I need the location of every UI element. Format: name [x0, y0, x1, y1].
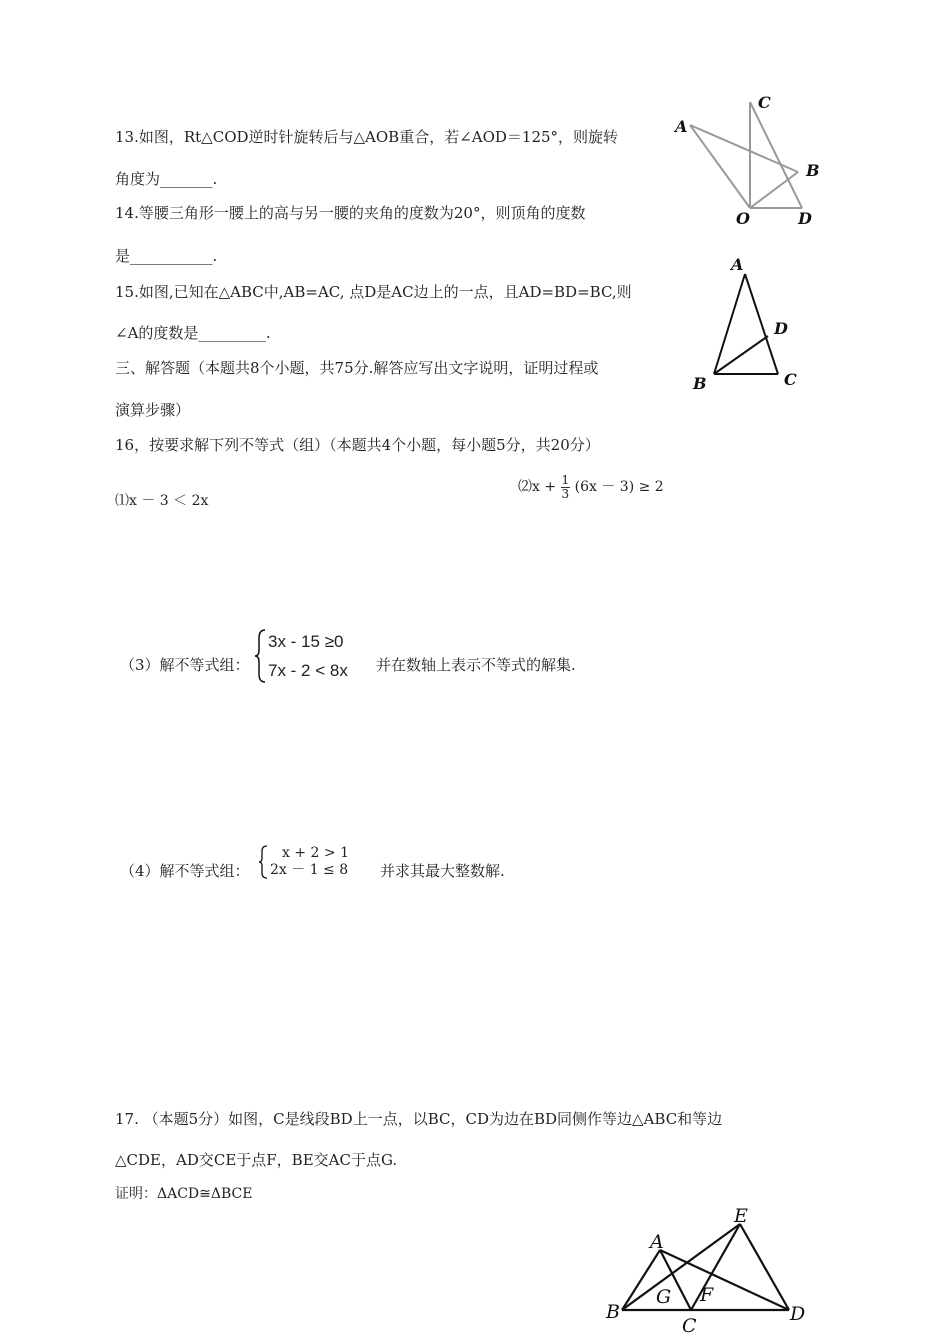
line-AD — [660, 1250, 789, 1310]
label-D: D — [798, 209, 812, 228]
figure-13-rotation — [670, 90, 830, 230]
label-D: D — [774, 319, 788, 338]
q17-proof: 证明：ΔACD≅ΔBCE — [115, 1186, 253, 1202]
line-AB — [622, 1250, 660, 1310]
section3-line1: 三、解答题（本题共8个小题，共75分.解答应写出文字说明，证明过程或 — [115, 359, 599, 377]
brace-part4 — [258, 844, 270, 880]
q14-line1: 14.等腰三角形一腰上的高与另一腰的夹角的度数为20°，则顶角的度数 — [115, 204, 586, 222]
line-BE — [622, 1224, 740, 1310]
q13-line2: 角度为_______. — [115, 170, 218, 188]
q17-line1: 17. （本题5分）如图，C是线段BD上一点，以BC，CD为边在BD同侧作等边△ABC和等边 — [115, 1110, 723, 1128]
q16-part3-tail: 并在数轴上表示不等式的解集. — [376, 656, 576, 674]
q16-part2-suffix: (6x － 3) ≥ 2 — [574, 479, 664, 496]
label-A: A — [650, 1231, 664, 1253]
q16-part2-prefix: ⑵x + — [518, 479, 557, 496]
label-C: C — [784, 370, 797, 389]
q16-part4-label: （4）解不等式组： — [120, 862, 250, 880]
line-BD — [714, 336, 768, 374]
q14-line2: 是___________. — [115, 247, 218, 265]
line-ED — [740, 1224, 789, 1310]
label-B: B — [606, 1301, 620, 1323]
label-F: F — [700, 1284, 714, 1306]
label-A: A — [675, 117, 688, 136]
q15-line2: ∠A的度数是_________. — [115, 324, 271, 342]
line-AB — [714, 274, 745, 374]
fraction-denominator: 3 — [561, 486, 570, 501]
label-B: B — [693, 374, 707, 393]
q16-part4-tail: 并求其最大整数解. — [380, 862, 505, 880]
label-C: C — [682, 1315, 697, 1337]
brace-part3 — [254, 628, 268, 684]
q16-part4-eq2: 2x － 1 ≤ 8 — [270, 862, 349, 878]
line-OB — [750, 172, 798, 208]
q13-line1: 13.如图，Rt△COD逆时针旋转后与△AOB重合，若∠AOD＝125°，则旋转 — [115, 128, 619, 146]
q16-part4-eq1: x + 2 > 1 — [282, 845, 349, 861]
figure-15-triangle — [688, 252, 813, 397]
label-G: G — [656, 1286, 672, 1308]
fraction-numerator: 1 — [561, 473, 570, 487]
q16-part3-eq2: 7x - 2 < 8x — [268, 661, 348, 680]
section3-line2: 演算步骤） — [115, 401, 191, 419]
label-D: D — [790, 1303, 806, 1325]
label-O: O — [736, 209, 750, 228]
q16-part3-eq1: 3x - 15 ≥0 — [268, 632, 344, 651]
label-B: B — [806, 161, 820, 180]
label-C: C — [758, 93, 771, 112]
label-E: E — [734, 1205, 748, 1227]
label-A: A — [731, 255, 744, 274]
q16-part2 — [518, 474, 664, 500]
q16-part2-fraction — [561, 474, 571, 500]
q15-line1: 15.如图,已知在△ABC中,AB=AC, 点D是AC边上的一点，且AD=BD=BC,则 — [115, 283, 632, 301]
q16-header: 16，按要求解下列不等式（组）（本题共4个小题，每小题5分，共20分） — [115, 436, 600, 454]
q16-part3-label: （3）解不等式组： — [120, 656, 250, 674]
q16-part1: ⑴x － 3 ＜ 2x — [115, 493, 209, 509]
figure-17-equilateral-triangles — [600, 1200, 815, 1340]
q17-line2: △CDE，AD交CE于点F，BE交AC于点G. — [115, 1151, 398, 1169]
